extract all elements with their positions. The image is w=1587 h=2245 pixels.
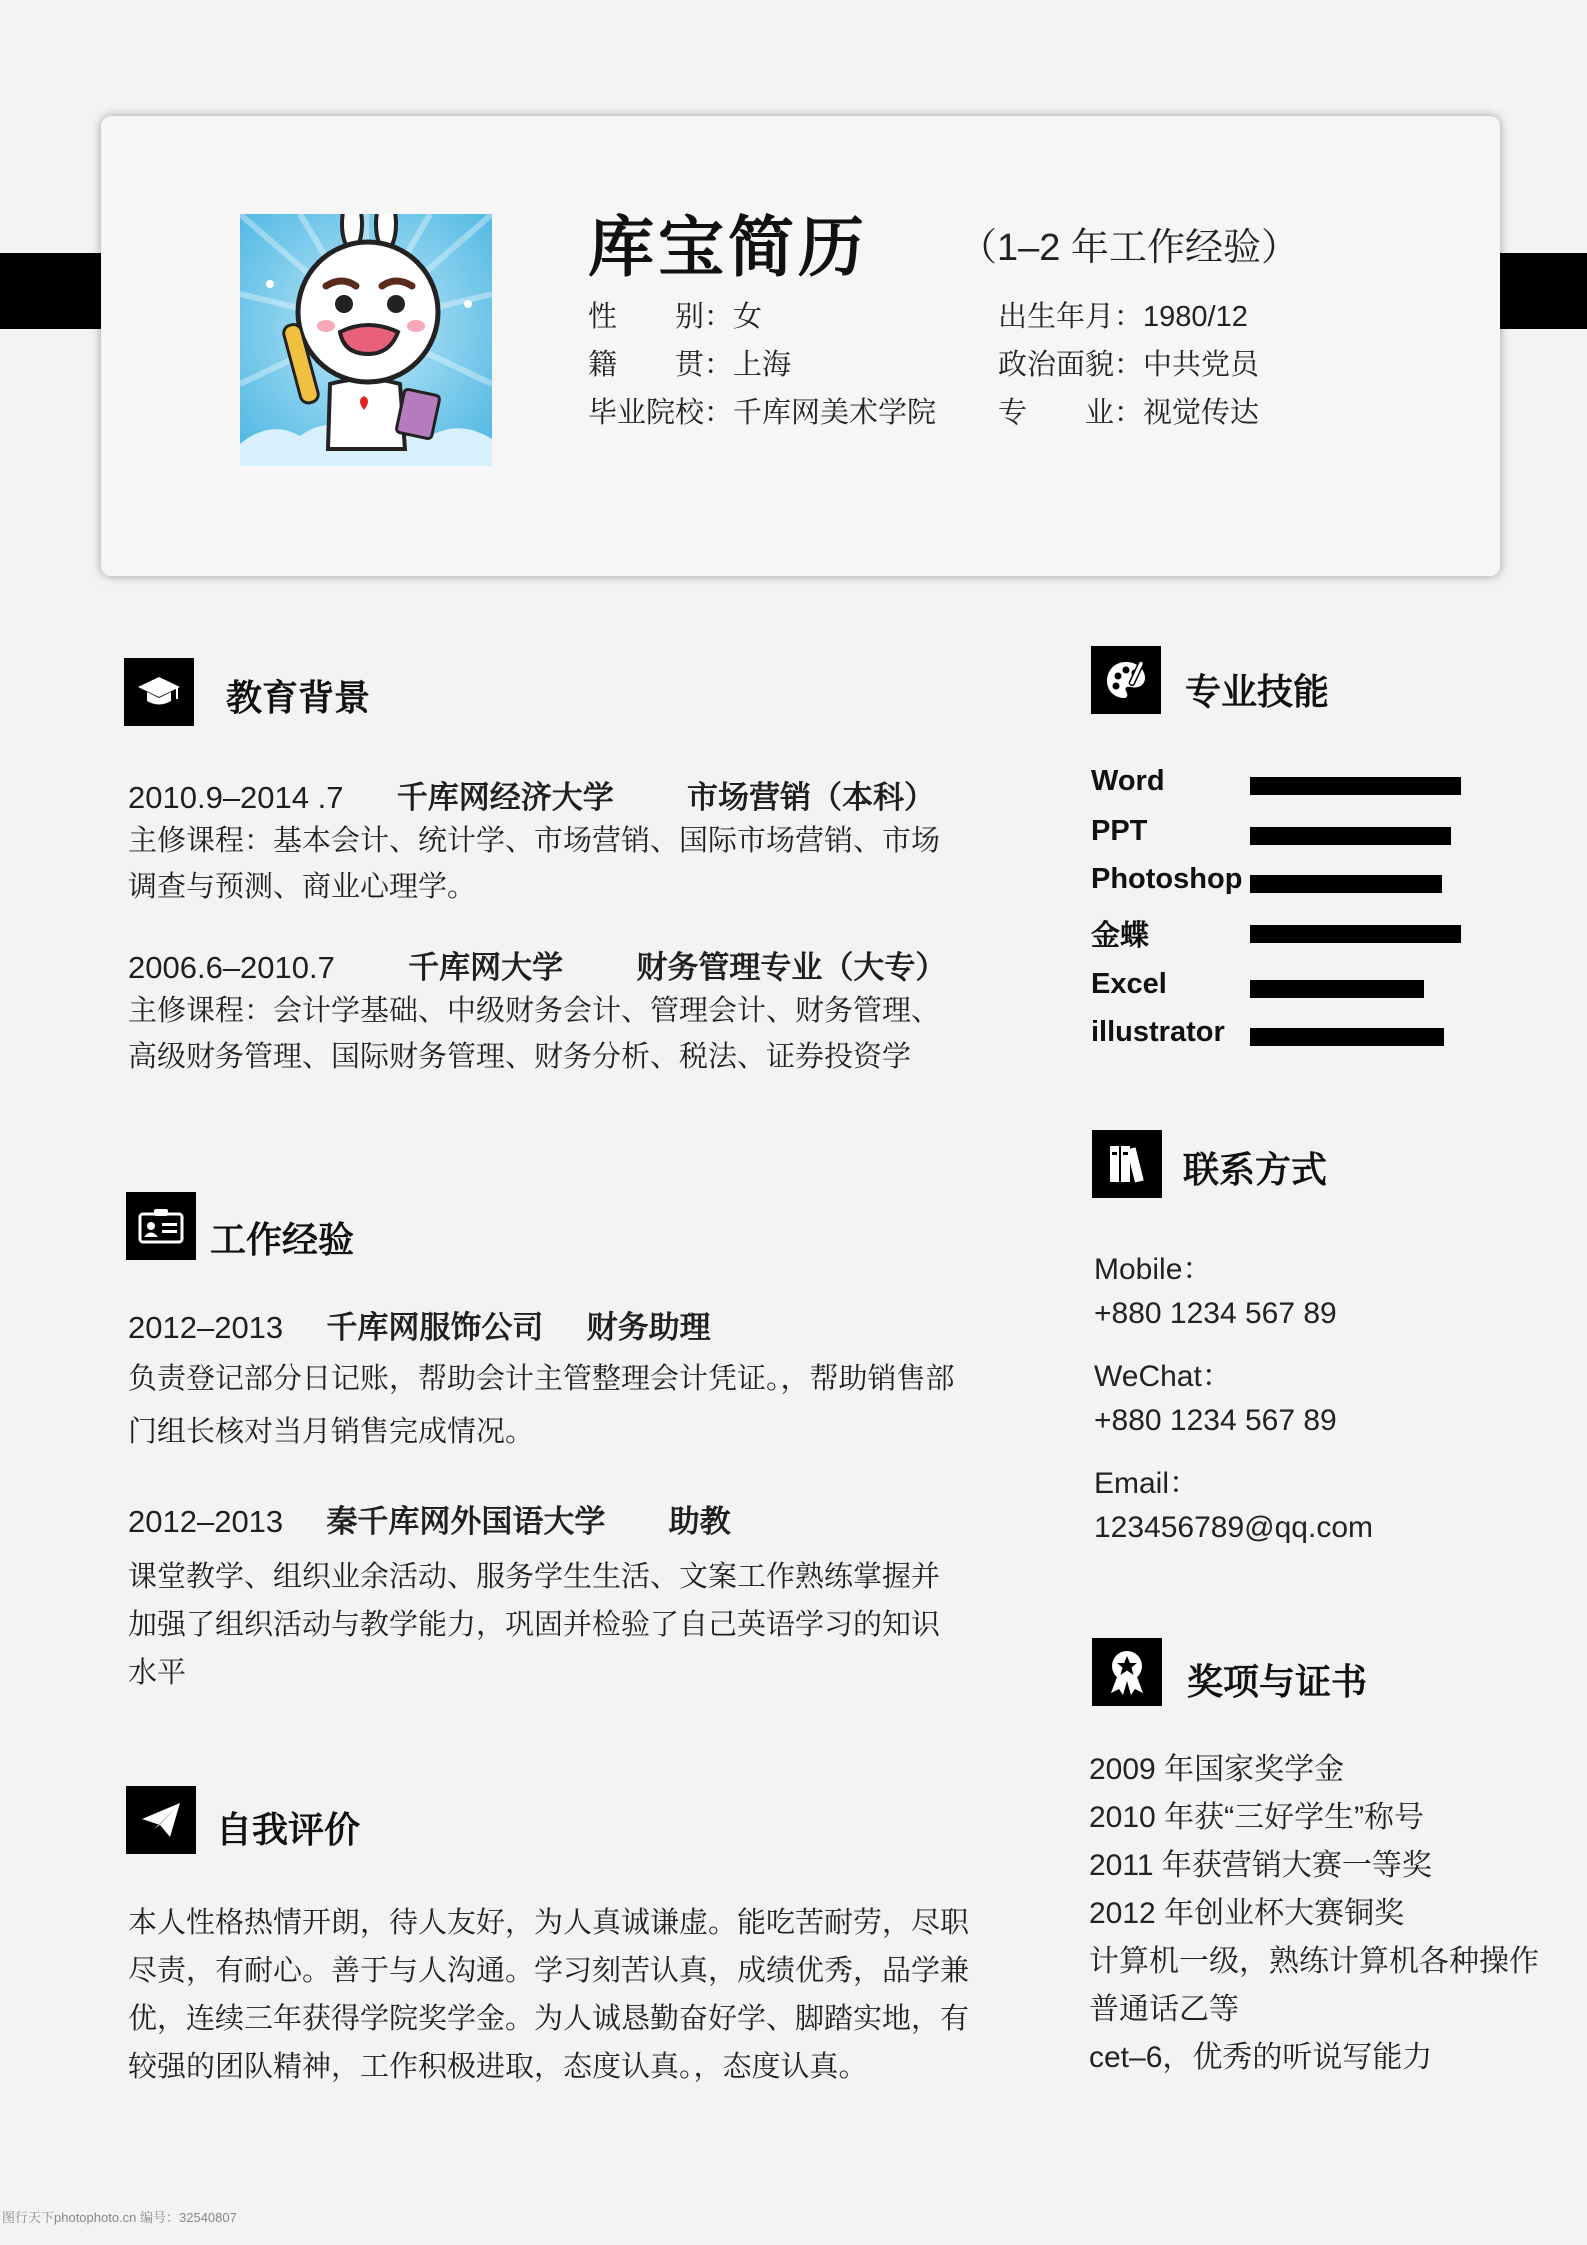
contact-email[interactable]: 123456789@qq.com xyxy=(1094,1511,1373,1544)
left-accent-bar xyxy=(0,253,102,329)
contact-wechat[interactable]: +880 1234 567 89 xyxy=(1094,1404,1337,1437)
id-card-icon xyxy=(126,1192,196,1260)
self-eval-title: 自我评价 xyxy=(216,1809,361,1850)
work-title: 工作经验 xyxy=(210,1219,355,1260)
skill-label: illustrator xyxy=(1091,1016,1225,1048)
skill-label: Excel xyxy=(1091,968,1167,1000)
skill-label: PPT xyxy=(1091,815,1148,847)
contact-mobile[interactable]: +880 1234 567 89 xyxy=(1094,1297,1337,1330)
profile-header-card xyxy=(101,116,1500,576)
right-accent-bar xyxy=(1497,253,1587,329)
skill-level-bar xyxy=(1250,1028,1444,1046)
self-eval-text: 较强的团队精神，工作积极进取，态度认真。，态度认真。 xyxy=(128,2051,868,2083)
education-item-2-desc: 高级财务管理、国际财务管理、财务分析、税法、证券投资学 xyxy=(128,1041,912,1073)
skill-level-bar xyxy=(1250,980,1424,998)
skill-level-bar xyxy=(1250,875,1442,893)
education-item-1-desc: 主修课程：基本会计、统计学、市场营销、国际市场营销、市场 xyxy=(128,825,941,857)
contact-wechat-label: WeChat： xyxy=(1094,1360,1232,1393)
info-birth: 出生年月：1980/12 xyxy=(998,301,1248,333)
info-origin: 籍 贯：上海 xyxy=(588,349,792,381)
avatar xyxy=(240,214,492,466)
books-icon xyxy=(1092,1130,1162,1198)
education-item-2-header: 2006.6–2010.7 千库网大学 财务管理专业（大专） xyxy=(128,950,947,985)
award-item: 2011 年获营销大赛一等奖 xyxy=(1089,1849,1432,1882)
info-political: 政治面貌：中共党员 xyxy=(998,349,1260,381)
award-item: 普通话乙等 xyxy=(1089,1993,1239,2026)
work-item-2-desc: 水平 xyxy=(128,1657,187,1689)
contact-email-label: Email： xyxy=(1094,1467,1200,1500)
skills-title: 专业技能 xyxy=(1185,671,1330,712)
watermark: 图行天下photophoto.cn 编号：32540807 xyxy=(2,2210,237,2225)
awards-title: 奖项与证书 xyxy=(1187,1661,1368,1702)
award-item: 计算机一级，熟练计算机各种操作 xyxy=(1089,1945,1539,1978)
award-item: 2009 年国家奖学金 xyxy=(1089,1753,1345,1786)
award-item: 2012 年创业杯大赛铜奖 xyxy=(1089,1897,1405,1930)
skill-label: Word xyxy=(1091,765,1165,797)
education-item-1-header: 2010.9–2014 .7 千库网经济大学 市场营销（本科） xyxy=(128,780,935,815)
skill-level-bar xyxy=(1250,827,1451,845)
resume-title: 库宝简历 xyxy=(588,210,868,284)
skill-label: Photoshop xyxy=(1091,863,1243,895)
work-item-1-desc: 负责登记部分日记账，帮助会计主管整理会计凭证。，帮助销售部 xyxy=(128,1363,955,1395)
award-ribbon-icon xyxy=(1092,1638,1162,1706)
skill-level-bar xyxy=(1250,925,1461,943)
self-eval-text: 本人性格热情开朗，待人友好，为人真诚谦虚。能吃苦耐劳，尽职 xyxy=(128,1907,970,1939)
resume-subtitle: （1–2 年工作经验） xyxy=(959,227,1299,269)
info-school: 毕业院校：千库网美术学院 xyxy=(588,397,937,429)
self-eval-text: 尽责，有耐心。善于与人沟通。学习刻苦认真，成绩优秀，品学兼 xyxy=(128,1955,970,1987)
info-gender: 性 别：女 xyxy=(588,301,763,333)
education-title: 教育背景 xyxy=(226,677,371,718)
skill-level-bar xyxy=(1250,777,1461,795)
palette-icon xyxy=(1091,646,1161,714)
paper-plane-icon xyxy=(126,1786,196,1854)
self-eval-text: 优，连续三年获得学院奖学金。为人诚恳勤奋好学、脚踏实地，有 xyxy=(128,2003,970,2035)
work-item-2-header: 2012–2013 秦千库网外国语大学 助教 xyxy=(128,1504,731,1539)
work-item-1-header: 2012–2013 千库网服饰公司 财务助理 xyxy=(128,1310,711,1345)
award-item: 2010 年获“三好学生”称号 xyxy=(1089,1801,1425,1834)
skill-label: 金蝶 xyxy=(1091,920,1150,952)
work-item-2-desc: 加强了组织活动与教学能力，巩固并检验了自己英语学习的知识 xyxy=(128,1609,941,1641)
work-item-1-desc: 门组长核对当月销售完成情况。 xyxy=(128,1416,535,1448)
education-item-2-desc: 主修课程：会计学基础、中级财务会计、管理会计、财务管理、 xyxy=(128,995,941,1027)
graduation-cap-icon xyxy=(124,658,194,726)
work-item-2-desc: 课堂教学、组织业余活动、服务学生生活、文案工作熟练掌握并 xyxy=(128,1561,941,1593)
contact-title: 联系方式 xyxy=(1183,1149,1328,1190)
education-item-1-desc: 调查与预测、商业心理学。 xyxy=(128,871,477,903)
info-major: 专 业：视觉传达 xyxy=(998,397,1260,429)
award-item: cet–6，优秀的听说写能力 xyxy=(1089,2041,1433,2074)
contact-mobile-label: Mobile： xyxy=(1094,1253,1213,1286)
